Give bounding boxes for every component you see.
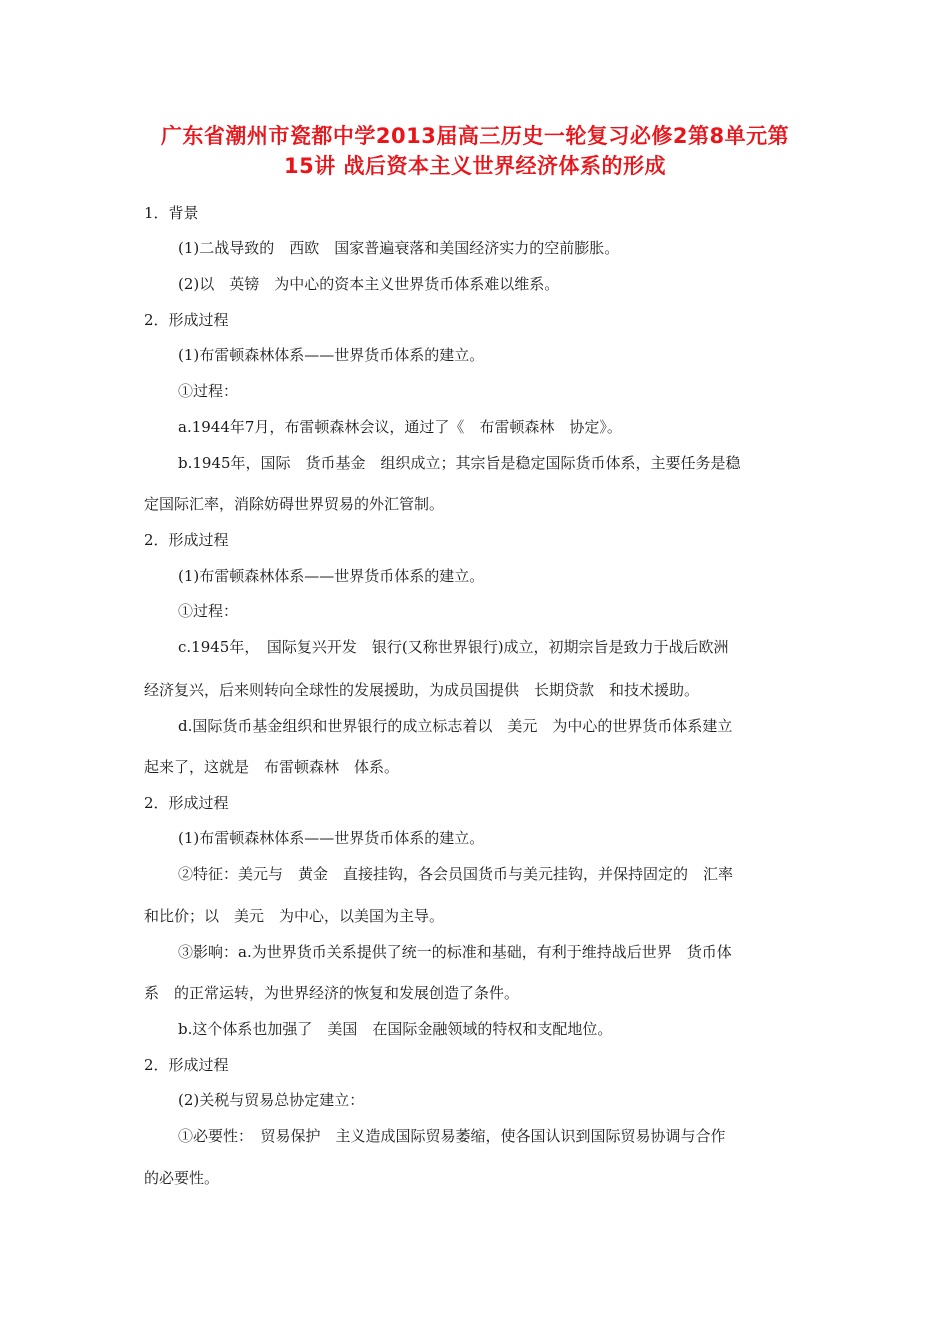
paragraph-line: 定国际汇率，消除妨碍世界贸易的外汇管制。 [144,495,445,513]
section-heading: 2．形成过程 [144,794,229,812]
section-heading: 2．形成过程 [144,311,229,329]
section-heading: 2．形成过程 [144,531,229,549]
paragraph-line: (1)二战导致的 西欧 国家普遍衰落和美国经济实力的空前膨胀。 [178,239,620,257]
paragraph-line: 系 的正常运转，为世界经济的恢复和发展创造了条件。 [144,984,520,1002]
paragraph-line: ②特征：美元与 黄金 直接挂钩，各会员国货币与美元挂钩，并保持固定的 汇率 [178,865,734,883]
section-heading: 2．形成过程 [144,1056,229,1074]
paragraph-line: a.1944年7月，布雷顿森林会议，通过了《 布雷顿森林 协定》。 [178,418,622,436]
paragraph-line: b.1945年，国际 货币基金 组织成立；其宗旨是稳定国际货币体系，主要任务是稳 [178,454,741,472]
paragraph-line: 经济复兴，后来则转向全球性的发展援助，为成员国提供 长期贷款 和技术援助。 [144,681,700,699]
section-heading: 1．背景 [144,204,199,222]
paragraph-line: d.国际货币基金组织和世界银行的成立标志着以 美元 为中心的世界货币体系建立 [178,717,733,735]
paragraph-line: ①过程： [178,602,239,620]
paragraph-line: (1)布雷顿森林体系——世界货币体系的建立。 [178,567,485,585]
paragraph-line: ①必要性： 贸易保护 主义造成国际贸易萎缩，使各国认识到国际贸易协调与合作 [178,1127,726,1145]
paragraph-line: (2)以 英镑 为中心的资本主义世界货币体系难以维系。 [178,275,560,293]
document-title-line-1: 广东省潮州市瓷都中学2013届高三历史一轮复习必修2第8单元第 [160,124,790,148]
paragraph-line: 的必要性。 [144,1169,220,1187]
paragraph-line: 和比价；以 美元 为中心，以美国为主导。 [144,907,445,925]
document-title-line-2: 15讲 战后资本主义世界经济体系的形成 [283,154,667,178]
paragraph-line: ①过程： [178,382,239,400]
paragraph-line: ③影响：a.为世界货币关系提供了统一的标准和基础，有利于维持战后世界 货币体 [178,943,732,961]
paragraph-line: (2)关税与贸易总协定建立： [178,1091,365,1109]
paragraph-line: c.1945年， 国际复兴开发 银行(又称世界银行)成立，初期宗旨是致力于战后欧洲 [178,638,729,656]
paragraph-line: b.这个体系也加强了 美国 在国际金融领域的特权和支配地位。 [178,1020,613,1038]
paragraph-line: (1)布雷顿森林体系——世界货币体系的建立。 [178,346,485,364]
paragraph-line: (1)布雷顿森林体系——世界货币体系的建立。 [178,829,485,847]
paragraph-line: 起来了，这就是 布雷顿森林 体系。 [144,758,400,776]
